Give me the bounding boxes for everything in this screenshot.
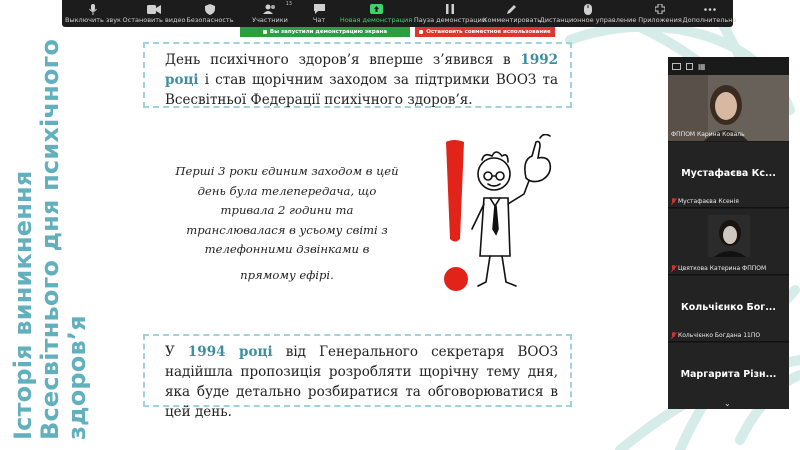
- slide-vertical-title: Історія виникнення Всесвітнього дня психічного здоров’я: [9, 38, 91, 440]
- security-button[interactable]: Безопасность: [184, 0, 236, 27]
- video-icon: [147, 3, 161, 15]
- participant-tile[interactable]: Кольчієнко Бог... Кольчієнко Богдана 11ПО: [668, 276, 789, 342]
- chat-icon: [314, 3, 325, 15]
- minimize-icon[interactable]: [672, 63, 681, 70]
- mic-muted-icon: [671, 332, 676, 339]
- participant-name: Цвяткова Катерина ФППОМ: [671, 265, 766, 272]
- sharing-status-badge: Вы запустили демонстрацию экрана: [240, 27, 410, 37]
- remote-control-button[interactable]: Дистанционное управление: [542, 0, 634, 27]
- box-1992-text: День психічного здоров’я вперше з’явився в 1992 році і став щорічним заходом за підтримки ВООЗ та Всесвітньої Федерації психічного здоров’я.: [165, 52, 558, 108]
- box-1994-text: У 1994 році від Генерального секретаря ВООЗ надійшла пропозиція розробляти щорічну тему дня, яка буде детально розбиратися та обговорюватися в цей день.: [165, 344, 558, 420]
- share-screen-icon: [370, 3, 383, 15]
- participant-name: Кольчієнко Богдана 11ПО: [671, 332, 760, 339]
- mute-button[interactable]: Выключить звук: [62, 0, 124, 27]
- mic-muted-icon: [671, 198, 676, 205]
- more-button[interactable]: Дополнительно: [686, 0, 733, 27]
- pause-icon: [446, 3, 454, 15]
- history-box-1992: [143, 42, 572, 108]
- idea-man-illustration: [432, 134, 562, 302]
- mic-muted-icon: [671, 265, 676, 272]
- participant-name: ФППОМ Карина Коваль: [671, 131, 745, 138]
- apps-icon: [655, 3, 665, 15]
- meeting-toolbar: [62, 0, 737, 27]
- year-1994: 1994 році: [187, 344, 273, 360]
- annotate-button[interactable]: Комментировать: [482, 0, 542, 27]
- panel-header: [668, 57, 789, 75]
- participant-tile[interactable]: Маргарита Різн...: [668, 343, 789, 409]
- pause-share-button[interactable]: Пауза демонстрации: [418, 0, 482, 27]
- share-status-bar: [240, 27, 555, 37]
- video-gallery-panel: [668, 57, 789, 409]
- stop-video-button[interactable]: Остановить видео: [124, 0, 184, 27]
- participant-name: Мустафаєва Ксенія: [671, 198, 739, 205]
- mic-icon: [89, 3, 97, 15]
- mouse-icon: [584, 3, 592, 15]
- chevron-down-icon[interactable]: ⌄: [724, 399, 731, 408]
- more-icon: [704, 3, 716, 15]
- stop-share-button[interactable]: Остановить совместное использование: [415, 27, 555, 37]
- tv-broadcast-text: Перші 3 роки єдиним заходом в цей день була телепередача, що тривала 2 години та транслювалася в усьому світі з телефонними дзвінками в прямому ефірі.: [175, 164, 399, 282]
- history-box-1994: [143, 334, 572, 420]
- stop-icon: [419, 30, 423, 34]
- apps-button[interactable]: Приложения: [634, 0, 686, 27]
- view-switch-icon[interactable]: [686, 63, 693, 70]
- gallery-icon[interactable]: ▦: [698, 61, 706, 71]
- participant-tile[interactable]: [668, 75, 789, 141]
- year-1992: 1992 році: [165, 52, 558, 88]
- participant-tile[interactable]: Мустафаєва Кс... Мустафаєва Ксенія: [668, 142, 789, 208]
- exclamation-icon: [446, 140, 464, 242]
- chat-button[interactable]: Чат: [304, 0, 334, 27]
- participants-button[interactable]: $^{13}$ Участники: [252, 1, 292, 24]
- participant-tile[interactable]: [668, 209, 789, 275]
- participants-icon: [263, 3, 277, 15]
- shield-icon: [263, 30, 267, 34]
- new-share-button[interactable]: Новая демонстрация: [334, 0, 418, 27]
- shield-icon: [205, 3, 215, 15]
- avatar: [708, 215, 750, 257]
- pencil-icon: [507, 3, 517, 15]
